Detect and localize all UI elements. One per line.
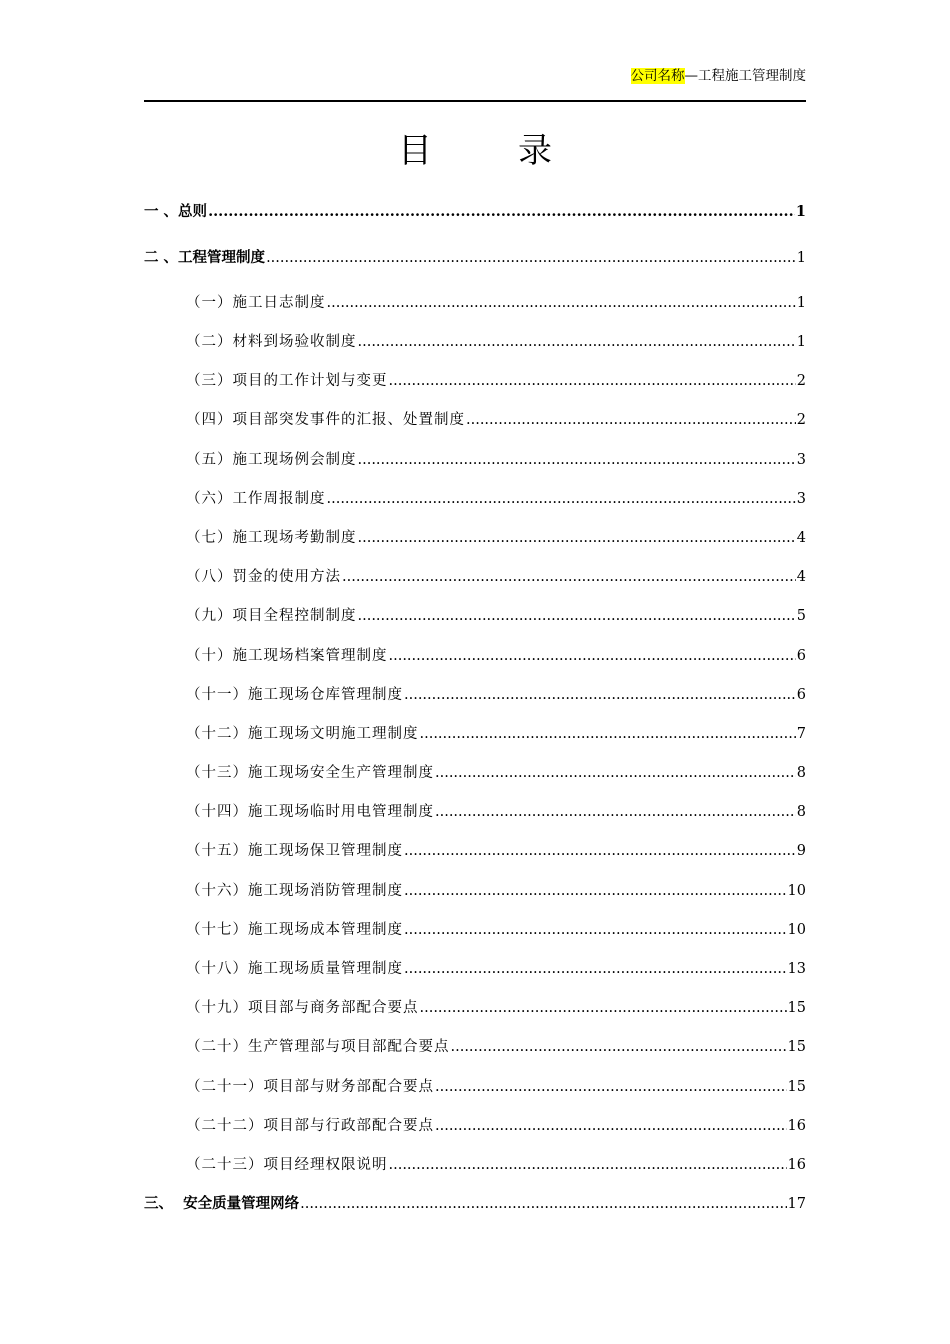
toc-entry-label: （二十）生产管理部与项目部配合要点 <box>186 1039 450 1055</box>
toc-entry-label: （十二）施工现场文明施工理制度 <box>186 726 419 742</box>
toc-entry-page: 15 <box>787 1039 806 1055</box>
toc-entry-page: 10 <box>787 922 806 938</box>
toc-entry-page: 4 <box>796 569 806 585</box>
toc-entry[interactable] <box>186 997 806 1019</box>
toc-entry[interactable] <box>186 958 806 980</box>
toc-entry-page: 1 <box>796 334 806 350</box>
toc-leader-dots <box>404 684 796 706</box>
toc-leader-dots <box>420 997 787 1019</box>
toc-entry[interactable] <box>144 201 806 223</box>
toc-entry-label: （十四）施工现场临时用电管理制度 <box>186 804 434 820</box>
toc-entry[interactable] <box>186 527 806 549</box>
toc-entry-label: （十九）项目部与商务部配合要点 <box>186 1000 419 1016</box>
toc-entry-page: 8 <box>796 765 806 781</box>
toc-title: 目录 <box>398 131 638 171</box>
toc-entry-page: 13 <box>787 961 806 977</box>
toc-entry[interactable] <box>186 1076 806 1098</box>
toc-leader-dots <box>266 247 796 269</box>
toc-entry[interactable] <box>186 1036 806 1058</box>
toc-leader-dots <box>327 292 796 314</box>
toc-leader-dots <box>327 488 796 510</box>
toc-entry[interactable] <box>144 1193 806 1215</box>
toc-entry[interactable] <box>186 1154 806 1176</box>
toc-leader-dots <box>389 370 796 392</box>
toc-entry-page: 1 <box>796 250 806 266</box>
toc-entry-page: 15 <box>787 1079 806 1095</box>
toc-entry-page: 1 <box>796 295 806 311</box>
toc-entry-label: （十五）施工现场保卫管理制度 <box>186 843 403 859</box>
toc-entry-page: 5 <box>796 608 806 624</box>
toc-entry-page: 2 <box>796 412 806 428</box>
toc-entry-page: 8 <box>796 804 806 820</box>
toc-entry-page: 10 <box>787 883 806 899</box>
toc-entry-label: （五）施工现场例会制度 <box>186 452 357 468</box>
toc-entry[interactable] <box>144 247 806 269</box>
toc-entry-label: （二）材料到场验收制度 <box>186 334 357 350</box>
toc-entry-label: （二十一）项目部与财务部配合要点 <box>186 1079 434 1095</box>
toc-leader-dots <box>358 331 796 353</box>
toc-leader-dots <box>300 1193 786 1215</box>
toc-entry[interactable] <box>186 684 806 706</box>
page-header <box>631 66 807 86</box>
toc-entry-page: 9 <box>796 843 806 859</box>
company-name-placeholder: 公司名称 <box>630 68 685 84</box>
toc-leader-dots <box>342 566 796 588</box>
document-title-suffix: —工程施工管理制度 <box>684 68 806 84</box>
toc-entry[interactable] <box>186 919 806 941</box>
toc-leader-dots <box>435 762 796 784</box>
toc-entry-page: 2 <box>796 373 806 389</box>
toc-leader-dots <box>435 1115 787 1137</box>
toc-entry-label: （六）工作周报制度 <box>186 491 326 507</box>
toc-leader-dots <box>404 840 796 862</box>
toc-leader-dots <box>420 723 796 745</box>
toc-leader-dots <box>208 201 795 223</box>
toc-entry-label: （四）项目部突发事件的汇报、处置制度 <box>186 412 465 428</box>
toc-entry-page: 16 <box>787 1118 806 1134</box>
toc-entry[interactable] <box>186 723 806 745</box>
toc-entry-page: 1 <box>795 203 806 220</box>
toc-entry-label: （二十三）项目经理权限说明 <box>186 1157 388 1173</box>
toc-entry-label: 二 、工程管理制度 <box>144 250 266 266</box>
toc-entry-label: 一 、总则 <box>144 204 208 220</box>
toc-entry-page: 3 <box>796 491 806 507</box>
toc-entry-page: 6 <box>796 687 806 703</box>
toc-leader-dots <box>451 1036 787 1058</box>
toc-entry-label: （十一）施工现场仓库管理制度 <box>186 687 403 703</box>
toc-leader-dots <box>435 801 796 823</box>
toc-leader-dots <box>404 958 787 980</box>
toc-entry-label: （一）施工日志制度 <box>186 295 326 311</box>
toc-leader-dots <box>466 409 796 431</box>
toc-entry-label: （十八）施工现场质量管理制度 <box>186 961 403 977</box>
toc-entry-label: （七）施工现场考勤制度 <box>186 530 357 546</box>
toc-entry-label: （二十二）项目部与行政部配合要点 <box>186 1118 434 1134</box>
toc-leader-dots <box>404 880 787 902</box>
toc-entry-label: （八）罚金的使用方法 <box>186 569 341 585</box>
toc-entry[interactable] <box>186 449 806 471</box>
toc-leader-dots <box>358 527 796 549</box>
toc-entry-label: （十）施工现场档案管理制度 <box>186 648 388 664</box>
toc-entry[interactable] <box>186 801 806 823</box>
toc-entry[interactable] <box>186 409 806 431</box>
toc-entry-label: （十六）施工现场消防管理制度 <box>186 883 403 899</box>
toc-entry[interactable] <box>186 370 806 392</box>
toc-entry-label: （九）项目全程控制制度 <box>186 608 357 624</box>
toc-entry-label: （十七）施工现场成本管理制度 <box>186 922 403 938</box>
toc-entry[interactable] <box>186 488 806 510</box>
toc-leader-dots <box>435 1076 787 1098</box>
toc-entry-label: 三、 安全质量管理网络 <box>144 1196 300 1212</box>
toc-leader-dots <box>404 919 787 941</box>
toc-entry-page: 7 <box>796 726 806 742</box>
header-rule <box>144 100 806 102</box>
toc-entry[interactable] <box>186 762 806 784</box>
toc-leader-dots <box>358 449 796 471</box>
toc-entry[interactable] <box>186 840 806 862</box>
toc-entry-page: 17 <box>787 1196 806 1212</box>
toc-entry-label: （十三）施工现场安全生产管理制度 <box>186 765 434 781</box>
toc-entry-label: （三）项目的工作计划与变更 <box>186 373 388 389</box>
toc-entry[interactable] <box>186 645 806 667</box>
toc-entry[interactable] <box>186 880 806 902</box>
toc-leader-dots <box>389 645 796 667</box>
toc-entry-page: 6 <box>796 648 806 664</box>
toc-entry-page: 15 <box>787 1000 806 1016</box>
toc-entry[interactable] <box>186 566 806 588</box>
toc-leader-dots <box>389 1154 787 1176</box>
toc-entry-page: 3 <box>796 452 806 468</box>
toc-leader-dots <box>358 605 796 627</box>
toc-entry[interactable] <box>186 605 806 627</box>
toc-entry[interactable] <box>186 292 806 314</box>
toc-entry-page: 4 <box>796 530 806 546</box>
toc-entry-page: 16 <box>787 1157 806 1173</box>
toc-entry[interactable] <box>186 1115 806 1137</box>
toc-entry[interactable] <box>186 331 806 353</box>
